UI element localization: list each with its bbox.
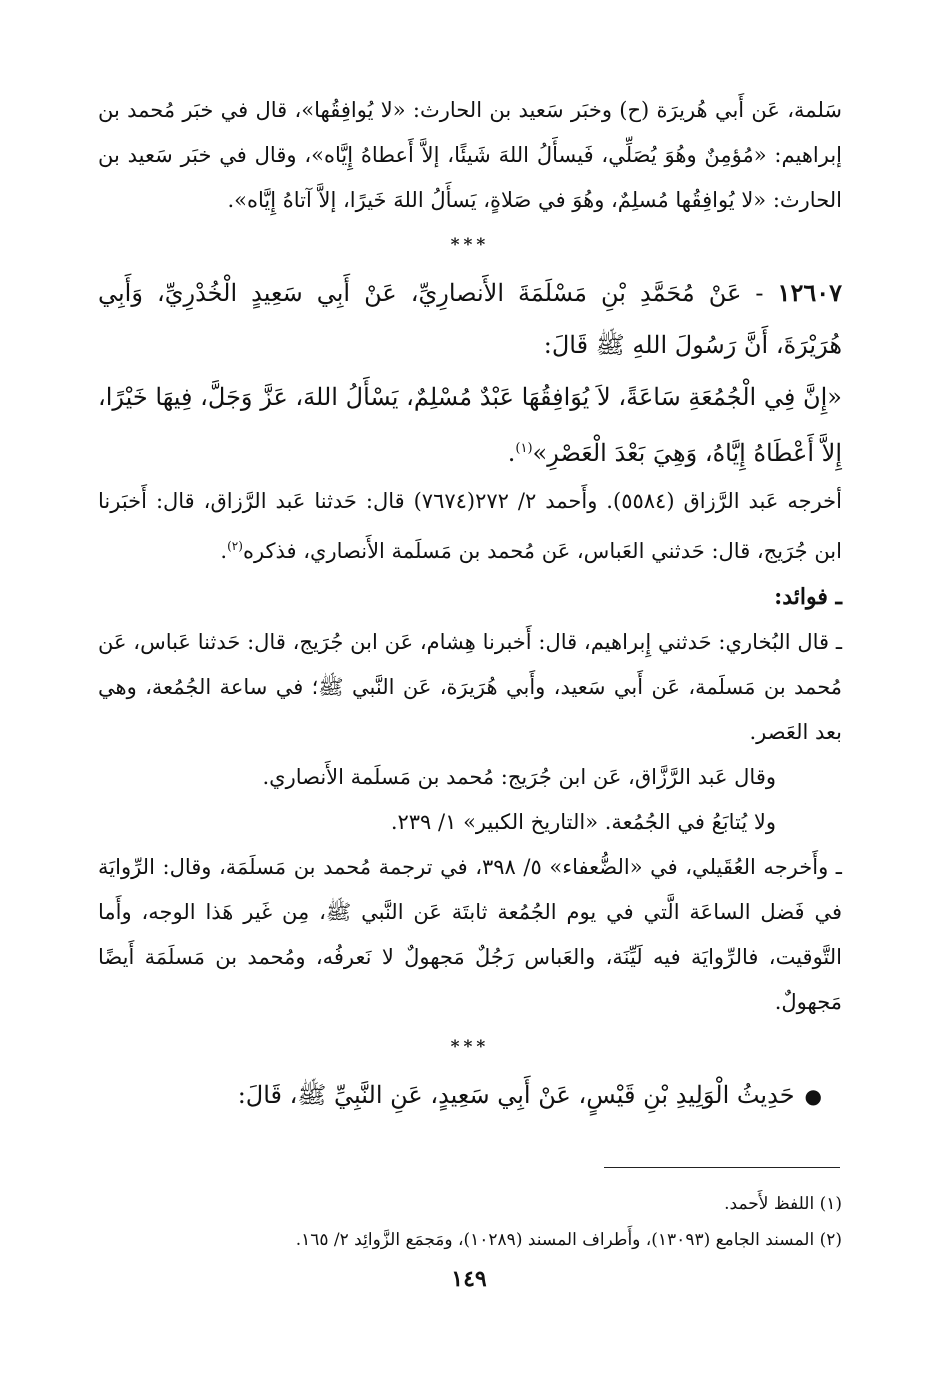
intro-paragraph: سَلمة، عَن أَبي هُريرَة (ح) وخبَر سَعيد بن الحارث: «لا يُوافِقُها»، قال في خبَر مُحمد بن إبراهيم: «مُؤمِنٌ وهُوَ يُصَلِّي، فَيسأَلُ اللهَ شَيئًا، إلاَّ أَعطاهُ إِيَّاه»، وقال في خبَر سَعيد بن الحارث: «لا يُوافِقُها مُسلِمٌ، وهُوَ في صَلاةٍ، يَسأَلُ اللهَ خَيرًا، إلاَّ آتاهُ إِيَّاه». — [98, 98, 842, 212]
footnotes — [98, 1186, 842, 1258]
section-separator: *** — [450, 235, 490, 255]
hadith-matn — [98, 371, 842, 479]
footnote-1: (١) اللفظ لأَحمد. — [724, 1194, 842, 1214]
fawaid-uqayli: ـ وأَخرجه العُقَيلي، في «الضُّعفاء» ٥/ ٣٩٨، في ترجمة مُحمد بن مَسلَمَة، وقال: الرِّوايَة في فَضل الساعَة الَّتي في يوم الجُمُعة ثابتَة عَن النَّبي ﷺ، مِن غَير هَذا الوجه، وأَما التَّوقيت، فالرِّوايَة فيه لَيِّنَة، والعَباس رَجُلٌ مَجهولٌ لا نَعرفُه، ومُحمد بن مَسلَمَة أَيضًا مَجهولٌ. — [98, 855, 842, 1014]
hadith-number: ١٢٦٠٧ — [777, 278, 842, 307]
next-hadith-heading — [98, 1069, 842, 1122]
hadith-isnad — [98, 267, 842, 371]
footnote-2: (٢) المسند الجامع (١٣٠٩٣)، وأَطراف المسند (١٠٢٨٩)، ومَجمَع الزَّوائِد ٢/ ١٦٥. — [295, 1230, 842, 1250]
footnote-divider — [604, 1167, 840, 1168]
page-number: ١٤٩ — [451, 1266, 487, 1292]
takhrij-paragraph — [98, 479, 842, 574]
fawaid-bukhari: ـ قال البُخاري: حَدثني إِبراهيم، قال: أَخبرنا هِشام، عَن ابن جُرَيج، قال: حَدثنا عَباس، عَن مُحمد بن مَسلَمة، عَن أَبي سَعيد، وأَبي هُرَيرَة، عَن النَّبي ﷺ؛ في ساعة الجُمُعة، وهي بعد العَصر. — [98, 630, 842, 744]
section-separator: *** — [450, 1037, 490, 1057]
page-body — [98, 88, 842, 1122]
takhrij-text: أخرجه عَبد الرَّزاق (٥٥٨٤). وأَحمد ٢/ ٢٧٢(٧٦٧٤) قال: حَدثنا عَبد الرَّزاق، قال: أَخبَرنا ابن جُرَيج، قال: حَدثني العَباس، عَن مُحمد بن مَسلَمة الأَنصاري، فذكره — [98, 489, 842, 563]
hadith-matn-end: . — [507, 439, 516, 467]
bullet-icon: ● — [804, 1084, 822, 1108]
fawaid-abdurrazzaq: وقال عَبد الرَّزَّاق، عَن ابن جُرَيج: مُحمد بن مَسلَمة الأَنصاري. — [262, 765, 776, 789]
next-hadith-text: حَدِيثُ الْوَلِيدِ بْنِ قَيْسٍ، عَنْ أَبِي سَعِيدٍ، عَنِ النَّبِيِّ ﷺ، قَالَ: — [237, 1081, 795, 1109]
fawaid-heading: ـ فوائد: — [774, 584, 842, 610]
footnote-ref-2[interactable]: (٢) — [227, 539, 243, 553]
footnote-ref-1[interactable]: (١) — [515, 441, 533, 456]
hadith-matn-text: «إِنَّ فِي الْجُمُعَةِ سَاعَةً، لاَ يُوَافِقُهَا عَبْدٌ مُسْلِمٌ، يَسْأَلُ اللهَ، عَزَّ وَجَلَّ، فِيهَا خَيْرًا، إِلاَّ أَعْطَاهُ إِيَّاهُ، وَهِيَ بَعْدَ الْعَصْرِ» — [98, 383, 842, 467]
takhrij-end: . — [220, 539, 228, 563]
hadith-isnad-text: - عَنْ مُحَمَّدِ بْنِ مَسْلَمَةَ الأَنصارِيِّ، عَنْ أَبِي سَعِيدٍ الْخُدْرِيِّ، وَأَبِي هُرَيْرَةَ، أَنَّ رَسُولَ اللهِ ﷺ قَالَ: — [98, 279, 842, 359]
fawaid-tarikh: ولا يُتابَعُ في الجُمُعة. «التاريخ الكبير» ١/ ٢٣٩. — [390, 810, 776, 834]
